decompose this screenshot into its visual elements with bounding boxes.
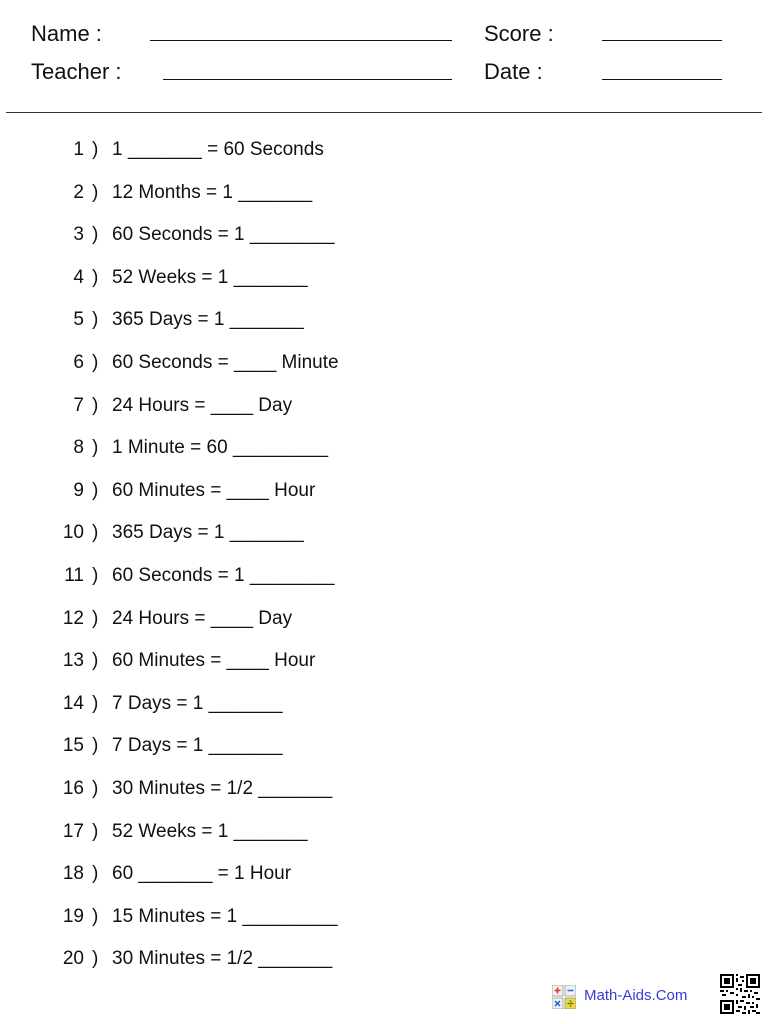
problem-number: 15 [62,735,84,757]
problem-number: 6 [73,351,84,373]
problem-paren: ) [92,564,99,586]
problem-text: 24 Hours = ____ Day [112,607,293,629]
problem-text: 365 Days = 1 _______ [112,522,304,544]
problem-paren: ) [92,224,99,246]
problem-row [0,946,768,989]
problem-text: 30 Minutes = 1/2 _______ [112,777,333,799]
problem-paren: ) [92,777,99,799]
problem-text: 60 Minutes = ____ Hour [112,650,316,672]
problem-number: 12 [62,607,84,629]
problem-text: 1 _______ = 60 Seconds [112,139,324,160]
problem-number: 5 [73,309,84,331]
problem-paren: ) [92,266,99,288]
problem-row [0,733,768,776]
problem-number: 8 [73,437,84,459]
problem-number: 14 [62,692,84,714]
problem-paren: ) [92,139,99,160]
problem-text: 365 Days = 1 _______ [112,309,304,331]
problem-row [0,478,768,521]
problem-number: 16 [62,777,84,799]
problem-row [0,819,768,862]
problem-text: 15 Minutes = 1 _________ [112,905,338,927]
problem-number: 2 [73,181,84,203]
problem-number: 18 [62,863,84,885]
problem-text: 60 Minutes = ____ Hour [112,479,316,501]
problem-text: 60 Seconds = ____ Minute [112,351,339,373]
problem-row [0,904,768,947]
problem-row [0,861,768,904]
problem-row [0,137,768,180]
problem-paren: ) [92,309,99,331]
problem-row [0,350,768,393]
score-label: Score : [484,21,554,46]
problem-paren: ) [92,948,99,970]
problem-row [0,393,768,436]
problem-row [0,520,768,563]
problem-text: 52 Weeks = 1 _______ [112,820,308,842]
problem-text: 52 Weeks = 1 _______ [112,266,308,288]
name-label: Name : [31,21,102,46]
problem-number: 11 [64,564,84,586]
problem-row [0,180,768,223]
problem-number: 20 [62,948,84,970]
problem-text: 24 Hours = ____ Day [112,394,293,416]
problem-paren: ) [92,650,99,672]
problem-text: 60 Seconds = 1 ________ [112,564,335,586]
score-line [602,40,722,41]
problem-text: 30 Minutes = 1/2 _______ [112,948,333,970]
problem-text: 60 _______ = 1 Hour [112,863,292,885]
problem-number: 13 [62,650,84,672]
calculator-icon [552,985,576,1009]
problem-text: 7 Days = 1 _______ [112,692,283,714]
problem-number: 9 [73,479,84,501]
problem-paren: ) [92,905,99,927]
problem-row [0,265,768,308]
problem-row [0,776,768,819]
date-line [602,79,722,80]
problem-number: 19 [62,905,84,927]
problem-row [0,648,768,691]
problem-number: 17 [62,820,84,842]
problem-paren: ) [92,820,99,842]
problem-paren: ) [92,692,99,714]
problem-row [0,222,768,265]
problem-text: 7 Days = 1 _______ [112,735,283,757]
problem-text: 60 Seconds = 1 ________ [112,224,335,246]
problem-number: 7 [73,394,84,416]
problem-paren: ) [92,735,99,757]
problem-row [0,307,768,350]
problem-paren: ) [92,607,99,629]
site-link[interactable]: Math-Aids.Com [584,987,688,1004]
problem-number: 3 [73,224,84,246]
teacher-line [163,79,452,80]
problem-paren: ) [92,479,99,501]
problem-paren: ) [92,351,99,373]
problem-row [0,563,768,606]
problem-paren: ) [92,394,99,416]
problem-row [0,691,768,734]
qr-code-icon [720,974,760,1014]
date-label: Date : [484,59,543,84]
header-divider [6,112,762,113]
problem-text: 12 Months = 1 _______ [112,181,313,203]
name-line [150,40,452,41]
problem-number: 4 [73,266,84,288]
problem-paren: ) [92,863,99,885]
problem-row [0,606,768,649]
problem-list [0,137,768,989]
problem-paren: ) [92,437,99,459]
problem-number: 1 [73,139,84,160]
problem-paren: ) [92,181,99,203]
problem-number: 10 [62,522,84,544]
teacher-label: Teacher : [31,59,122,84]
problem-paren: ) [92,522,99,544]
problem-row [0,435,768,478]
problem-text: 1 Minute = 60 _________ [112,437,329,459]
